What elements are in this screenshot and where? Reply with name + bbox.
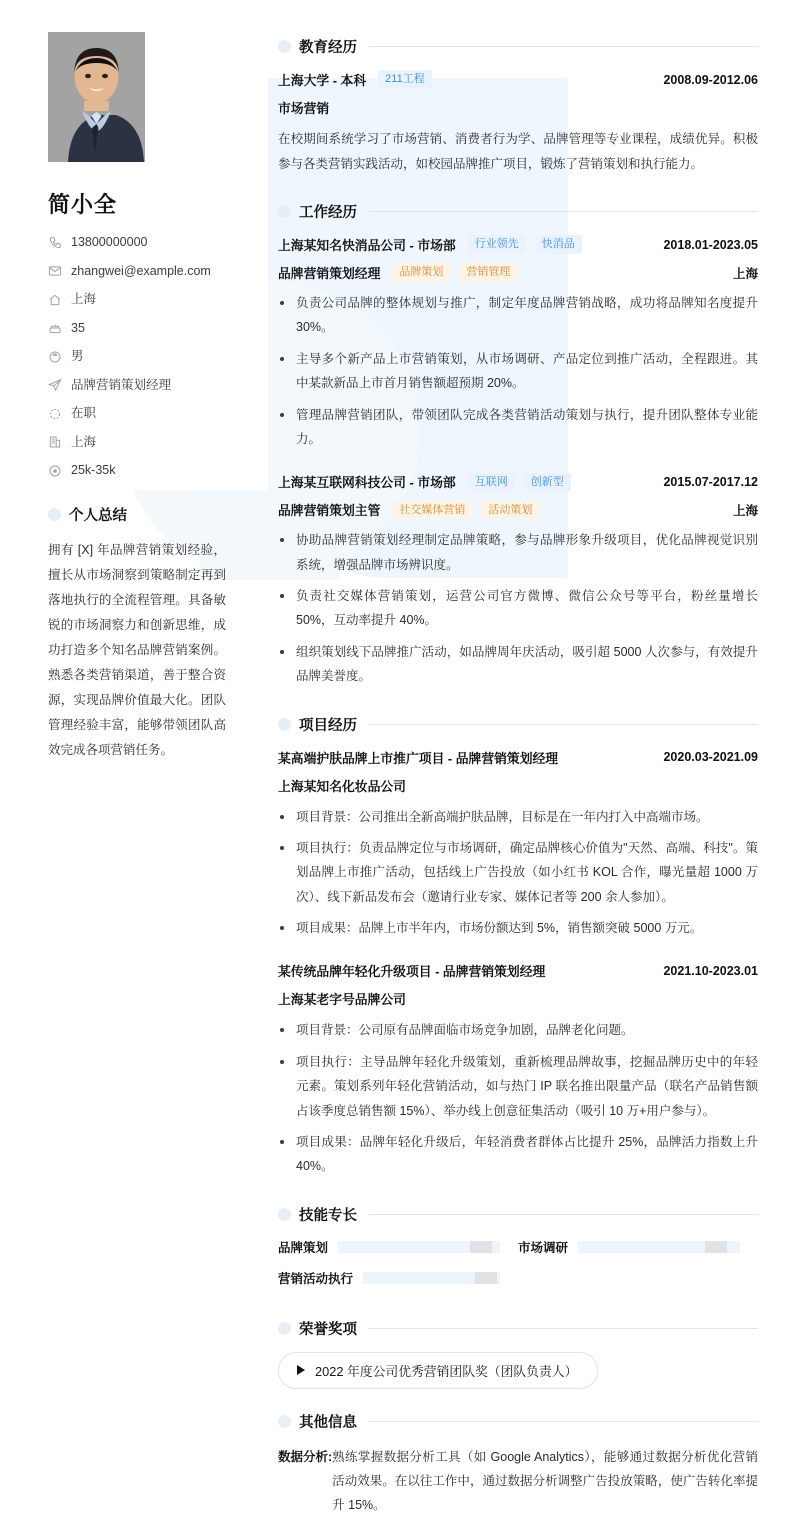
position-title: 品牌营销策划经理: [278, 266, 381, 281]
work-location: 上海: [732, 266, 758, 281]
contact-item-city: [48, 292, 248, 307]
project-bullets: [278, 1018, 758, 1178]
work-location: 上海: [732, 503, 758, 518]
contact-value: 品牌营销策划经理: [71, 377, 172, 392]
phone-icon: [48, 236, 62, 250]
tag: 互联网: [468, 473, 515, 491]
project-date: 2020.03-2021.09: [663, 750, 758, 764]
company-name: 上海某知名快消品公司 - 市场部: [278, 238, 456, 253]
contact-item-status: [48, 406, 248, 421]
work-bullets: [278, 528, 758, 688]
home-icon: [48, 293, 62, 307]
section-title: 工作经历: [299, 205, 357, 221]
skill-label: 市场调研: [518, 1240, 569, 1255]
contact-list: [48, 235, 248, 478]
company-tags: [468, 235, 582, 253]
expand-triangle-icon[interactable]: [297, 1365, 305, 1375]
section-bullet-icon: [278, 1208, 291, 1221]
contact-value: 上海: [71, 434, 97, 449]
section-bullet-icon: [278, 205, 291, 218]
section-title: 荣誉奖项: [299, 1321, 357, 1338]
bullet-item: 项目执行：负责品牌定位与市场调研，确定品牌核心价值为"天然、高端、科技"。策划品牌上市推广活动，包括线上广告投放（如小红书 KOL 合作，曝光量超 1000 万次）、线下新品发布会（邀请行业专家、媒体记者等 200 余人参加）。: [278, 836, 758, 909]
section-rule: [369, 724, 758, 725]
section-header-projects: [278, 714, 758, 735]
tag: 活动策划: [481, 501, 539, 519]
section-title: 个人总结: [69, 508, 127, 524]
bullet-item: 负责社交媒体营销策划，运营公司官方微博、微信公众号等平台，粉丝量增长 50%，互动率提升 40%。: [278, 584, 758, 633]
contact-value: 上海: [71, 292, 97, 306]
contact-item-age: [48, 321, 248, 336]
tag: 品牌策划: [392, 263, 450, 281]
skill-label: 品牌策划: [278, 1240, 329, 1255]
tag: 行业领先: [468, 235, 526, 253]
sidebar: [0, 0, 268, 1388]
work-bullets: [278, 291, 758, 451]
contact-item-workplace: [48, 435, 248, 450]
bullet-item: 组织策划线下品牌推广活动，如品牌周年庆活动，吸引超 5000 人次参与，有效提升品牌美誉度。: [278, 640, 758, 689]
contact-item-email: [48, 264, 248, 279]
section-header-education: [278, 36, 758, 57]
work-entry: [278, 235, 758, 451]
position-tags: [392, 263, 517, 281]
section-bullet-icon: [278, 1415, 291, 1428]
section-title: 项目经历: [299, 717, 357, 734]
work-entry: [278, 472, 758, 688]
skill-item: [278, 1238, 518, 1256]
school-name: 上海大学 - 本科: [278, 73, 367, 88]
education-major: 市场营销: [278, 101, 330, 116]
contact-item-salary: [48, 463, 248, 478]
cake-icon: [48, 321, 62, 335]
tag: 创新型: [524, 473, 571, 491]
bullet-item: 管理品牌营销团队，带领团队完成各类营销活动策划与执行，提升团队整体专业能力。: [278, 403, 758, 452]
bullet-item: 项目成果：品牌上市半年内，市场份额达到 5%，销售额突破 5000 万元。: [278, 916, 758, 940]
project-company: 上海某老字号品牌公司: [278, 992, 406, 1008]
section-rule: [369, 1214, 758, 1215]
section-title: 教育经历: [299, 40, 357, 56]
contact-value: 13800000000: [71, 235, 148, 249]
contact-item-gender: [48, 349, 248, 364]
bullet-item: 项目背景：公司推出全新高端护肤品牌，目标是在一年内打入中高端市场。: [278, 805, 758, 829]
skills-list: [278, 1238, 758, 1300]
contact-value: zhangwei@example.com: [71, 263, 211, 278]
contact-value: 35: [71, 320, 85, 335]
page-title: 简小全: [48, 192, 118, 217]
section-rule: [369, 1421, 758, 1422]
section-rule: [369, 46, 758, 47]
project-entry: [278, 961, 758, 1178]
other-info-key: 数据分析:: [278, 1449, 333, 1464]
education-date: 2008.09-2012.06: [663, 72, 758, 87]
section-bullet-icon: [278, 40, 291, 53]
gender-icon: [48, 350, 62, 364]
education-entry: [278, 70, 758, 177]
school-tags: [378, 70, 432, 88]
contact-value: 在职: [71, 406, 97, 420]
contact-value: 25k-35k: [71, 463, 116, 477]
section-header-skills: [278, 1204, 758, 1225]
skill-bar: [363, 1272, 500, 1284]
section-bullet-icon: [48, 508, 61, 521]
summary-text: 拥有 [X] 年品牌营销策划经验，擅长从市场洞察到策略制定再到落地执行的全流程管理。具备敏锐的市场洞察力和创新思维，成功打造多个知名品牌营销案例。熟悉各类营销渠道，善于整合资源，实现品牌价值最大化。团队管理经验丰富，能够带领团队高效完成各项营销任务。: [48, 543, 226, 757]
avatar: [48, 32, 145, 162]
work-date: 2018.01-2023.05: [663, 237, 758, 252]
contact-value: 男: [71, 349, 84, 363]
bullet-item: 负责公司品牌的整体规划与推广，制定年度品牌营销战略，成功将品牌知名度提升 30%。: [278, 291, 758, 340]
project-name: 某高端护肤品牌上市推广项目 - 品牌营销策划经理: [278, 750, 559, 766]
skill-item: [278, 1269, 518, 1287]
position-title: 品牌营销策划主管: [278, 503, 381, 519]
section-title: 技能专长: [299, 1207, 357, 1224]
position-tags: [392, 501, 539, 519]
company-tags: [468, 473, 571, 491]
tag: 211工程: [378, 70, 432, 88]
section-bullet-icon: [278, 1322, 291, 1335]
company-name: 上海某互联网科技公司 - 市场部: [278, 475, 456, 491]
section-title: 其他信息: [299, 1414, 357, 1431]
bullet-item: 项目背景：公司原有品牌面临市场竞争加剧，品牌老化问题。: [278, 1018, 758, 1042]
section-bullet-icon: [278, 718, 291, 731]
bullet-item: 主导多个新产品上市营销策划，从市场调研、产品定位到推广活动，全程跟进。其中某款新品上市首月销售额超预期 20%。: [278, 347, 758, 396]
contact-item-position: [48, 378, 248, 393]
skill-label: 营销活动执行: [278, 1271, 354, 1286]
section-header-summary: [48, 504, 248, 525]
skill-bar-knob: [470, 1241, 492, 1253]
work-date: 2015.07-2017.12: [663, 474, 758, 489]
section-rule: [369, 211, 758, 212]
section-header-work: [278, 201, 758, 222]
bullet-item: 项目成果：品牌年轻化升级后，年轻消费者群体占比提升 25%，品牌活力指数上升 40%。: [278, 1130, 758, 1179]
project-entry: [278, 748, 758, 941]
mail-icon: [48, 264, 62, 278]
skill-bar: [338, 1241, 500, 1253]
bullet-item: 协助品牌营销策划经理制定品牌策略，参与品牌形象升级项目，优化品牌视觉识别系统，增强品牌市场辨识度。: [278, 528, 758, 577]
skill-bar: [578, 1241, 740, 1253]
education-description: 在校期间系统学习了市场营销、消费者行为学、品牌管理等专业课程，成绩优异。积极参与各类营销实践活动，如校园品牌推广项目，锻炼了营销策划和执行能力。: [278, 132, 758, 171]
award-label: 2022 年度公司优秀营销团队奖（团队负责人）: [315, 1363, 578, 1379]
section-header-awards: [278, 1318, 758, 1339]
main-content: [268, 0, 794, 1513]
project-bullets: [278, 805, 758, 941]
salary-icon: [48, 464, 62, 478]
building-icon: [48, 435, 62, 449]
skill-bar-knob: [475, 1272, 497, 1284]
skill-bar-knob: [705, 1241, 727, 1253]
section-header-other: [278, 1411, 758, 1432]
contact-item-phone: [48, 235, 248, 250]
tag: 快消品: [535, 235, 582, 253]
tag: 营销管理: [459, 263, 517, 281]
award-item[interactable]: [278, 1352, 598, 1389]
section-rule: [369, 1328, 758, 1329]
status-icon: [48, 407, 62, 421]
send-icon: [48, 378, 62, 392]
tag: 社交媒体营销: [392, 501, 472, 519]
bullet-item: 项目执行：主导品牌年轻化升级策划，重新梳理品牌故事，挖掘品牌历史中的年轻元素。策划系列年轻化营销活动，如与热门 IP 联名推出限量产品（联名产品销售额占该季度总销售额 15%）、举办线上创意征集活动（吸引 10 万+用户参与）。: [278, 1050, 758, 1123]
skill-item: [518, 1238, 758, 1256]
project-name: 某传统品牌年轻化升级项目 - 品牌营销策划经理: [278, 964, 546, 980]
other-info-value: 熟练掌握数据分析工具（如 Google Analytics），能够通过数据分析优化营销活动效果。在以往工作中，通过数据分析调整广告投放策略，使广告转化率提升 15%。: [332, 1449, 758, 1513]
project-company: 上海某知名化妆品公司: [278, 778, 406, 794]
project-date: 2021.10-2023.01: [663, 963, 758, 978]
other-info-item: [278, 1445, 758, 1518]
